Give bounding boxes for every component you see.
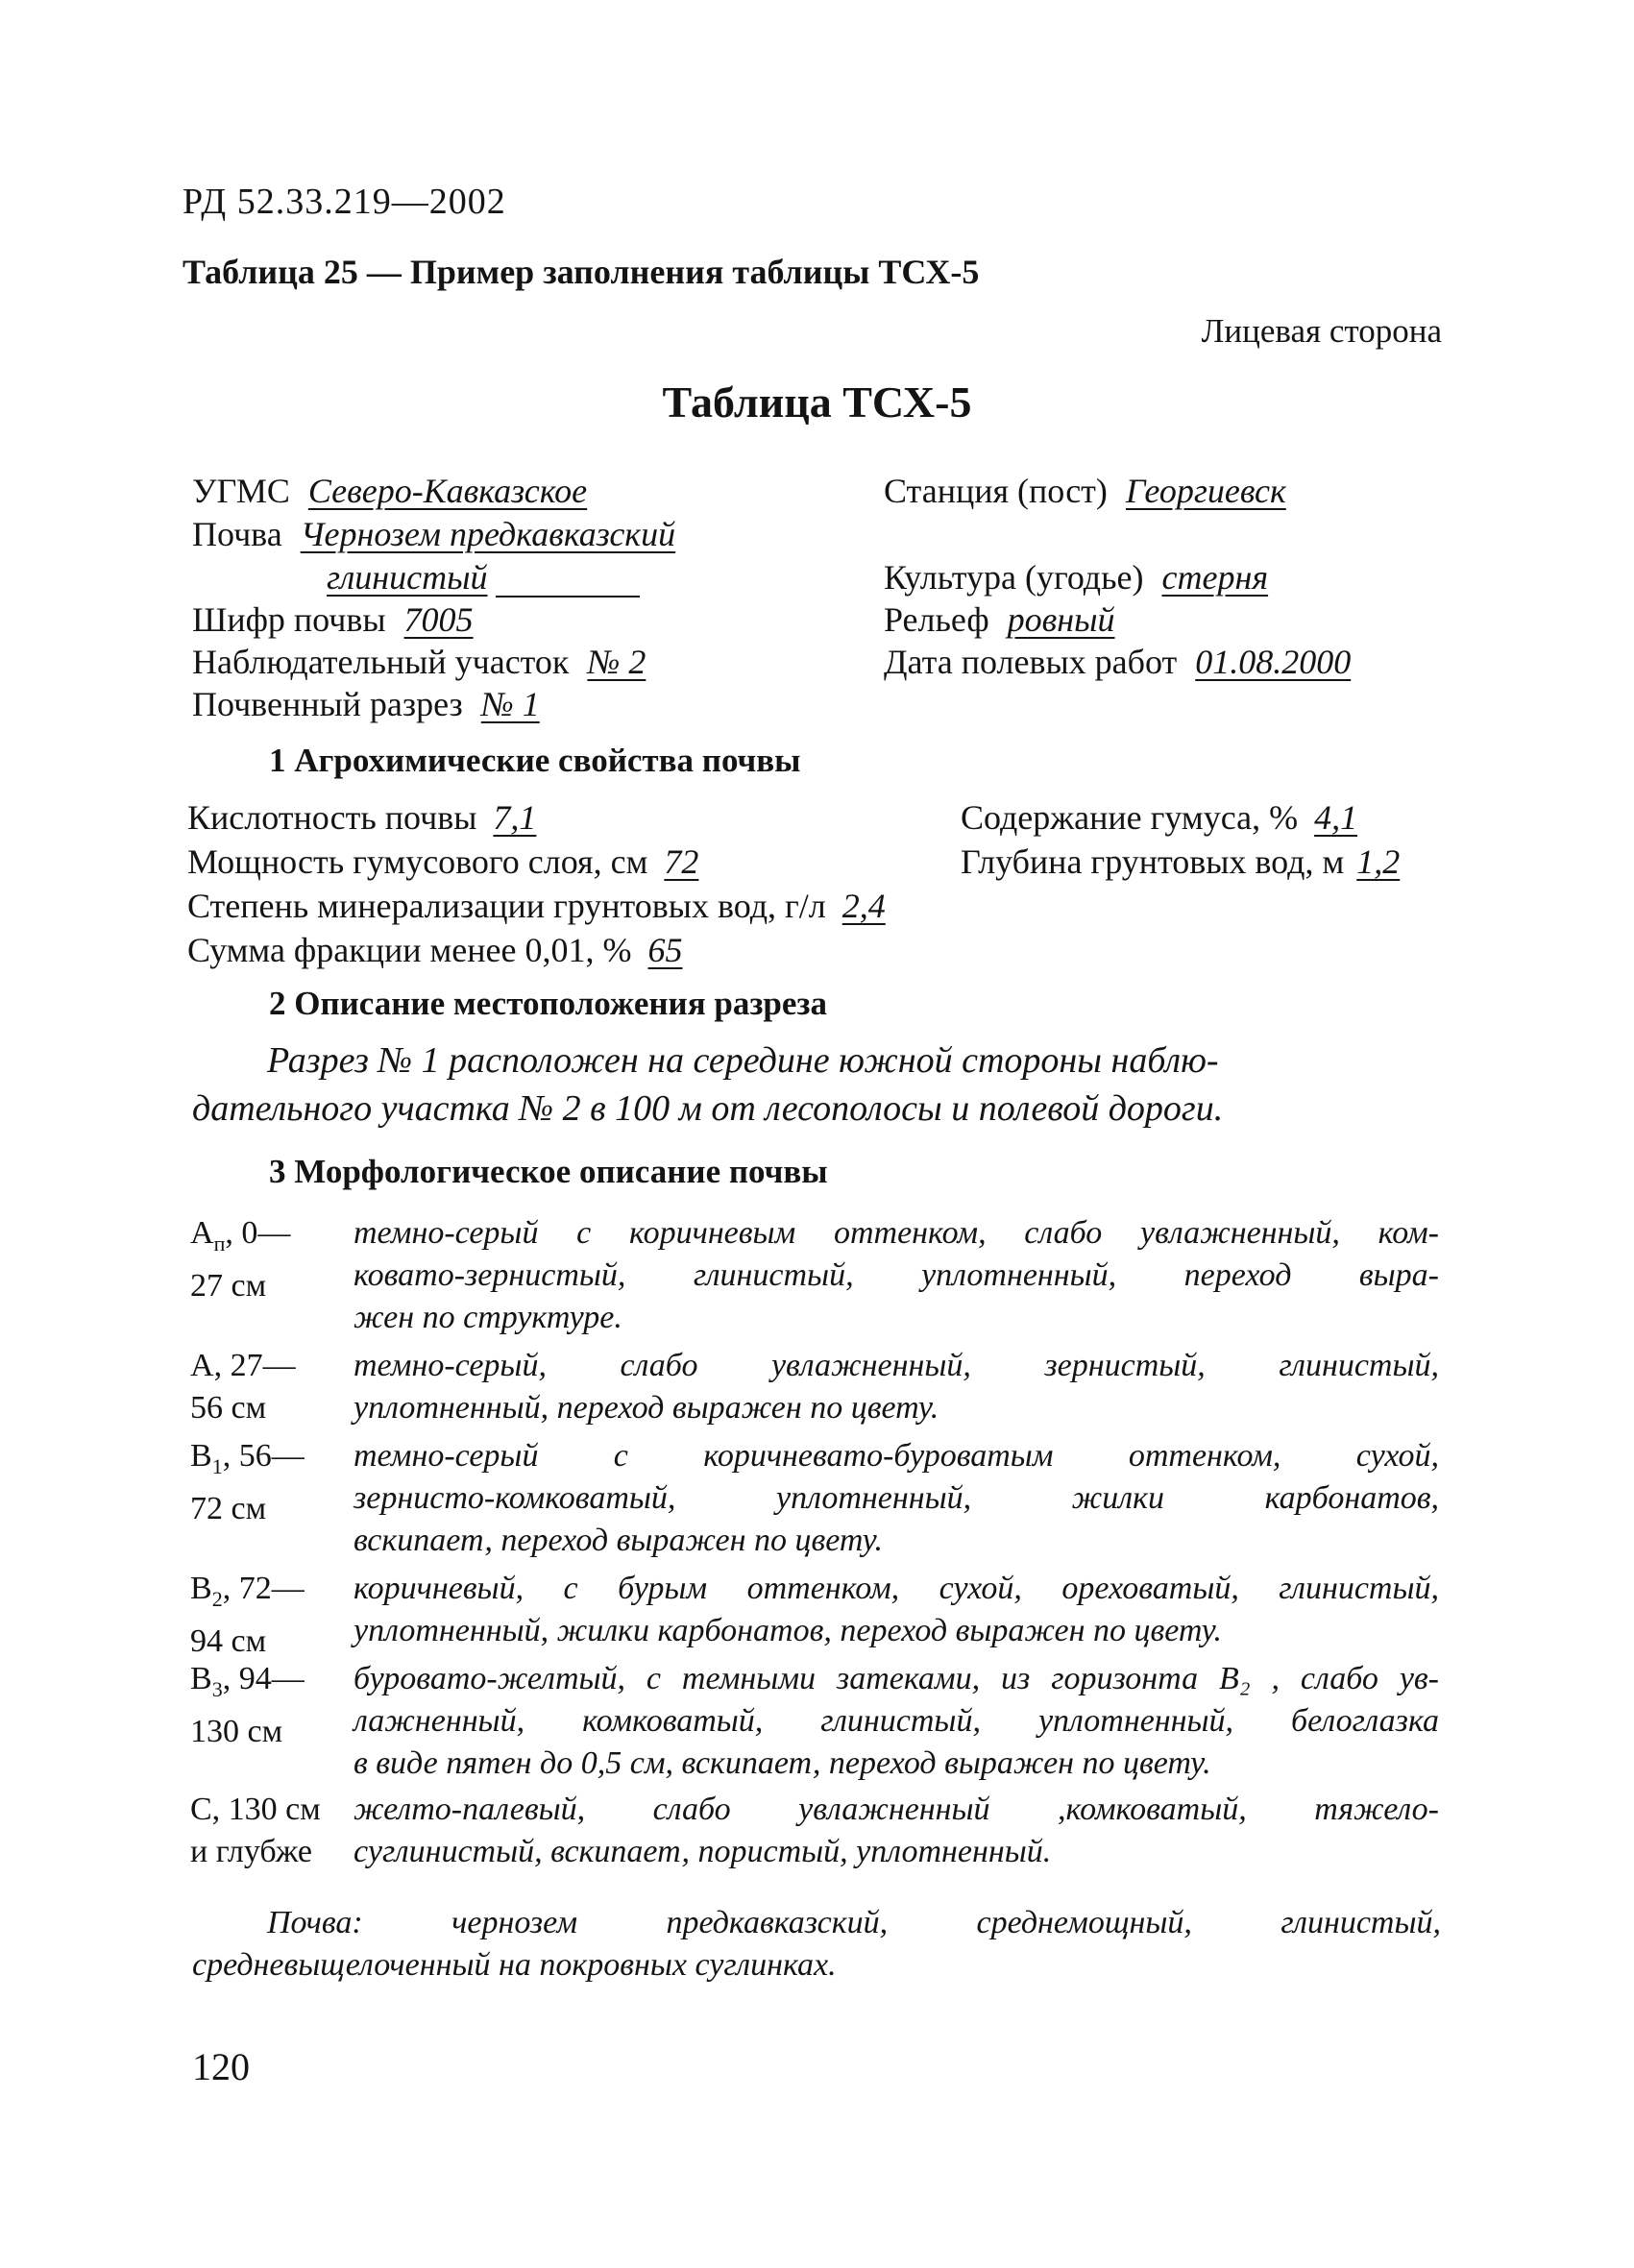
horizon-description	[354, 1345, 1439, 1429]
humus-content-row	[961, 797, 1357, 839]
horizon-depth-end: 72 см	[190, 1490, 267, 1526]
cipher-label: Шифр почвы	[192, 600, 386, 639]
side-label: Лицевая сторона	[1201, 312, 1442, 350]
horizon-subscript: 1	[211, 1453, 223, 1478]
horizon-description	[354, 1789, 1439, 1873]
horizon-label	[190, 1568, 352, 1663]
relief-value: ровный	[1007, 600, 1115, 639]
horizon-description-line: буровато-желтый, с темными затеками, из горизонта B₂ , слабо ув-	[354, 1661, 1439, 1696]
plot-value: № 2	[587, 643, 646, 681]
soil-conclusion-line-2: средневыщелоченный на покровных суглинках.	[192, 1947, 837, 1983]
acidity-value: 7,1	[493, 798, 537, 837]
cipher-value: 7005	[403, 600, 474, 639]
horizon-description-line: вскипает, переход выражен по цвету.	[354, 1523, 884, 1558]
horizon-depth-end: 94 см	[190, 1622, 267, 1659]
location-line-2: дательного участка № 2 в 100 м от лесополосы и полевой дороги.	[192, 1088, 1224, 1129]
soil-value-line2: глинистый	[327, 558, 488, 597]
horizon-description-line: в виде пятен до 0,5 см, вскипает, переход выражен по цвету.	[354, 1745, 1211, 1781]
section1-title: 1 Агрохимические свойства почвы	[269, 742, 801, 779]
table-caption	[183, 252, 979, 292]
fraction-value: 65	[647, 931, 683, 969]
soil-row	[192, 514, 675, 554]
soil-value-line1: Чернозем предкавказский	[300, 515, 676, 553]
cipher-row	[192, 599, 474, 640]
station-value: Георгиевск	[1125, 472, 1286, 510]
humus-content-value: 4,1	[1314, 798, 1358, 837]
horizon-name: B	[190, 1438, 212, 1474]
horizon-description	[354, 1658, 1439, 1785]
soil-section-value: № 1	[480, 685, 540, 723]
relief-label: Рельеф	[884, 600, 989, 639]
humus-depth-row	[187, 841, 698, 883]
horizon-name: B	[190, 1661, 212, 1696]
horizon-subscript: п	[213, 1231, 226, 1256]
plot-label: Наблюдательный участок	[192, 643, 570, 681]
horizon-name: A	[190, 1348, 214, 1383]
humus-content-label: Содержание гумуса, %	[961, 798, 1299, 837]
soil-value-blank	[496, 563, 640, 597]
mineralization-value: 2,4	[841, 887, 886, 925]
soil-section-row	[192, 684, 540, 724]
fraction-row	[187, 930, 683, 971]
horizon-depth-end: и глубже	[190, 1834, 313, 1869]
table-caption-text: Пример заполнения таблицы ТСХ-5	[409, 253, 980, 291]
groundwater-label: Глубина грунтовых вод, м	[961, 842, 1345, 881]
horizon-name: С, 130 см	[190, 1792, 321, 1827]
field-date-row	[884, 642, 1351, 682]
station-label: Станция (пост)	[884, 472, 1108, 510]
horizon-description-line: темно-серый с коричневым оттенком, слабо увлажненный, ком-	[354, 1215, 1439, 1251]
culture-label: Культура (угодье)	[884, 558, 1144, 597]
table-caption-dash: —	[357, 253, 410, 291]
culture-row	[884, 557, 1268, 597]
horizon-label-top	[190, 1568, 352, 1621]
plot-row	[192, 642, 646, 682]
horizon-label	[190, 1435, 352, 1530]
horizon-label	[190, 1345, 352, 1429]
horizon-name: B	[190, 1571, 212, 1606]
horizon-description	[354, 1212, 1439, 1339]
horizon-description-line: ковато-зернистый, глинистый, уплотненный, переход выра-	[354, 1257, 1439, 1293]
horizon-depth-end: 130 см	[190, 1713, 283, 1749]
document-code: РД 52.33.219—2002	[183, 182, 506, 222]
horizon-name: A	[190, 1215, 214, 1251]
horizon-description-line: коричневый, с бурым оттенком, сухой, ореховатый, глинистый,	[354, 1571, 1439, 1606]
horizon-subscript: 2	[211, 1586, 223, 1611]
horizon-label-top	[190, 1658, 352, 1711]
horizon-label-top	[190, 1435, 352, 1488]
ugms-value: Северо-Кавказское	[307, 472, 588, 510]
horizon-description-line: желто-палевый, слабо увлажненный ,комковатый, тяжело-	[354, 1792, 1439, 1827]
horizon-description	[354, 1568, 1439, 1652]
horizon-description-line: зернисто-комковатый, уплотненный, жилки карбонатов,	[354, 1480, 1439, 1516]
horizon-description-line: уплотненный, переход выражен по цвету.	[354, 1390, 939, 1426]
humus-depth-value: 72	[664, 842, 699, 881]
mineralization-label: Степень минерализации грунтовых вод, г/л	[187, 887, 826, 925]
section3-title: 3 Морфологическое описание почвы	[269, 1153, 828, 1190]
horizon-depth-start: , 56—	[222, 1438, 305, 1474]
form-title: Таблица ТСХ-5	[662, 378, 972, 427]
soil-section-label: Почвенный разрез	[192, 685, 463, 723]
fraction-label: Сумма фракции менее 0,01, %	[187, 931, 632, 969]
humus-depth-label: Мощность гумусового слоя, см	[187, 842, 648, 881]
relief-row	[884, 599, 1115, 640]
soil-conclusion-line-1: Почва: чернозем предкавказский, среднемощный, глинистый,	[267, 1905, 1441, 1940]
location-line-1: Разрез № 1 расположен на середине южной стороны наблю-	[267, 1040, 1219, 1081]
ugms-row	[192, 471, 587, 511]
soil-conclusion	[192, 1902, 1441, 1987]
horizon-depth-end: 27 см	[190, 1267, 267, 1304]
horizon-label-top	[190, 1345, 352, 1387]
horizon-description-line: жен по структуре.	[354, 1300, 622, 1335]
acidity-label: Кислотность почвы	[187, 798, 477, 837]
soil-label: Почва	[192, 515, 282, 553]
horizon-description-line: темно-серый, слабо увлажненный, зернистый, глинистый,	[354, 1348, 1439, 1383]
horizon-label	[190, 1658, 352, 1753]
horizon-depth-start: , 94—	[222, 1661, 305, 1696]
horizon-description-line: лажненный, комковатый, глинистый, уплотненный, белоглазка	[354, 1703, 1439, 1739]
table-caption-label: Таблица 25	[183, 253, 358, 291]
section2-title: 2 Описание местоположения разреза	[269, 985, 827, 1022]
acidity-row	[187, 797, 536, 839]
horizon-description-line: суглинистый, вскипает, пористый, уплотненный.	[354, 1834, 1052, 1869]
horizon-depth-start: , 27—	[213, 1348, 296, 1383]
horizon-description	[354, 1435, 1439, 1562]
horizon-description-line: уплотненный, жилки карбонатов, переход выражен по цвету.	[354, 1613, 1223, 1648]
soil-row-2	[327, 557, 640, 597]
horizon-label	[190, 1212, 352, 1307]
field-date-value: 01.08.2000	[1195, 643, 1352, 681]
horizon-label-top	[190, 1212, 352, 1265]
horizon-subscript: 3	[211, 1676, 223, 1701]
horizon-depth-end: 56 см	[190, 1390, 267, 1426]
groundwater-value: 1,2	[1356, 842, 1401, 881]
field-date-label: Дата полевых работ	[884, 643, 1178, 681]
horizon-description-line: темно-серый с коричневато-буроватым оттенком, сухой,	[354, 1438, 1439, 1474]
page-number: 120	[192, 2045, 250, 2088]
mineralization-row	[187, 886, 886, 927]
horizon-label	[190, 1789, 352, 1873]
horizon-depth-start: , 72—	[222, 1571, 305, 1606]
culture-value: стерня	[1161, 558, 1269, 597]
groundwater-row	[961, 841, 1400, 883]
horizon-depth-start: , 0—	[225, 1215, 291, 1251]
horizon-label-top	[190, 1789, 352, 1831]
ugms-label: УГМС	[192, 472, 290, 510]
station-row	[884, 471, 1286, 511]
